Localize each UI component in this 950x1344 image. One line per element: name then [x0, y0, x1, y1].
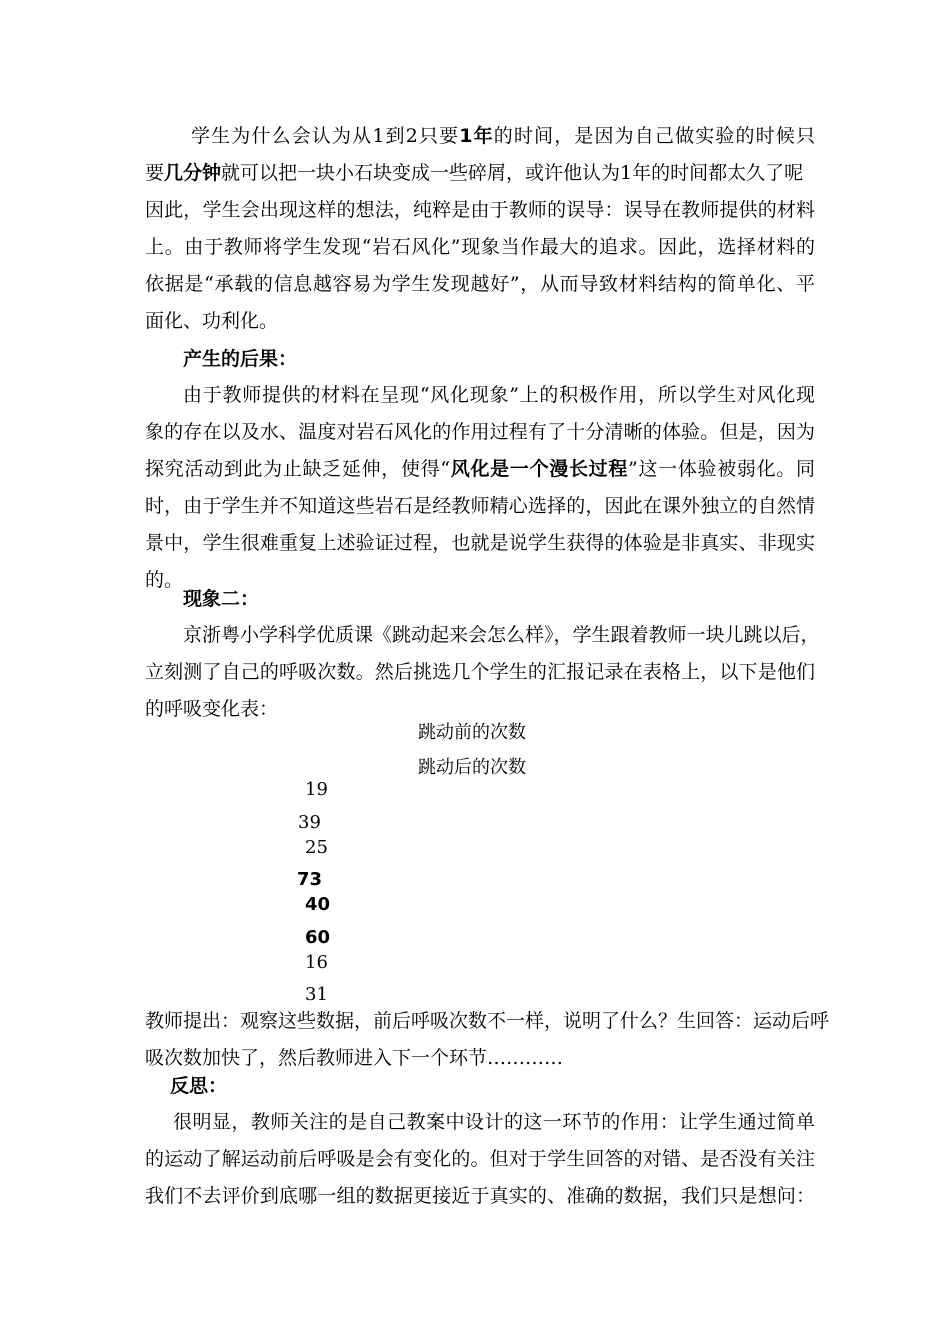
- line: 上。由于教师将学生发现“岩石风化”现象当作最大的追求。因此，选择材料的: [145, 236, 815, 258]
- line: 吸次数加快了，然后教师进入下一个环节…………: [145, 1047, 564, 1069]
- line: 面化、功利化。: [145, 310, 279, 332]
- line: 京浙粤小学科学优质课《跳动起来会怎么样》，学生跟着教师一块儿跳以后，: [183, 624, 820, 646]
- line: 因此，学生会出现这样的想法，纯粹是由于教师的误导：误导在教师提供的材料: [145, 199, 815, 221]
- table-cell: 40: [305, 894, 331, 915]
- table-cell: 16: [305, 952, 328, 973]
- section-heading-reflection: 反思：: [170, 1075, 228, 1097]
- table-cell: 31: [305, 984, 328, 1005]
- line: 的。: [145, 569, 184, 591]
- paragraph-4: [145, 1003, 830, 1077]
- table-cell: 73: [297, 869, 323, 890]
- line: 立刻测了自己的呼吸次数。然后挑选几个学生的汇报记录在表格上，以下是他们: [145, 661, 815, 683]
- line: 时，由于学生并不知道这些岩石是经教师精心选择的，因此在课外独立的自然情: [145, 495, 815, 517]
- line: 探究活动到此为止缺乏延伸，使得“风化是一个漫长过程”这一体验被弱化。同: [145, 458, 815, 480]
- paragraph-5: [145, 1104, 815, 1215]
- bold-text: 1年: [459, 125, 494, 147]
- line: 我们不去评价到底哪一组的数据更接近于真实的、准确的数据，我们只是想问：: [145, 1185, 815, 1207]
- line: 的运动了解运动前后呼吸是会有变化的。但对于学生回答的对错、是否没有关注: [145, 1148, 815, 1170]
- line: 景中，学生很难重复上述验证过程，也就是说学生获得的体验是非真实、非现实: [145, 532, 815, 554]
- table-header-before: 跳动前的次数: [418, 722, 526, 743]
- line: 由于教师提供的材料在呈现“风化现象”上的积极作用，所以学生对风化现: [183, 384, 815, 406]
- table-cell: 19: [305, 779, 328, 800]
- bold-text: 风化是一个漫长过程: [450, 458, 629, 480]
- table-cell: 39: [298, 812, 321, 833]
- line: 学生为什么会认为从1到2只要1年的时间，是因为自己做实验的时候只: [191, 125, 815, 147]
- line: 象的存在以及水、温度对岩石风化的作用过程有了十分清晰的体验。但是，因为: [145, 421, 815, 443]
- table-header-after: 跳动后的次数: [418, 757, 526, 778]
- line: 依据是“承载的信息越容易为学生发现越好”，从而导致材料结构的简单化、平: [145, 273, 815, 295]
- paragraph-3: [145, 617, 820, 728]
- line: 要几分钟就可以把一块小石块变成一些碎屑，或许他认为1年的时间都太久了呢: [145, 162, 804, 184]
- line: 的呼吸变化表：: [145, 698, 279, 720]
- table-cell: 60: [305, 927, 331, 948]
- section-heading-phenomenon-two: 现象二：: [183, 588, 260, 610]
- table-cell: 25: [305, 837, 328, 858]
- line: 很明显，教师关注的是自己教案中设计的这一环节的作用：让学生通过简单: [173, 1111, 815, 1133]
- line: 教师提出：观察这些数据，前后呼吸次数不一样，说明了什么？生回答：运动后呼: [145, 1010, 830, 1032]
- paragraph-2: [145, 377, 815, 599]
- bold-text: 几分钟: [164, 162, 222, 184]
- paragraph-1: [145, 118, 815, 340]
- section-heading-consequences: 产生的后果：: [183, 348, 298, 370]
